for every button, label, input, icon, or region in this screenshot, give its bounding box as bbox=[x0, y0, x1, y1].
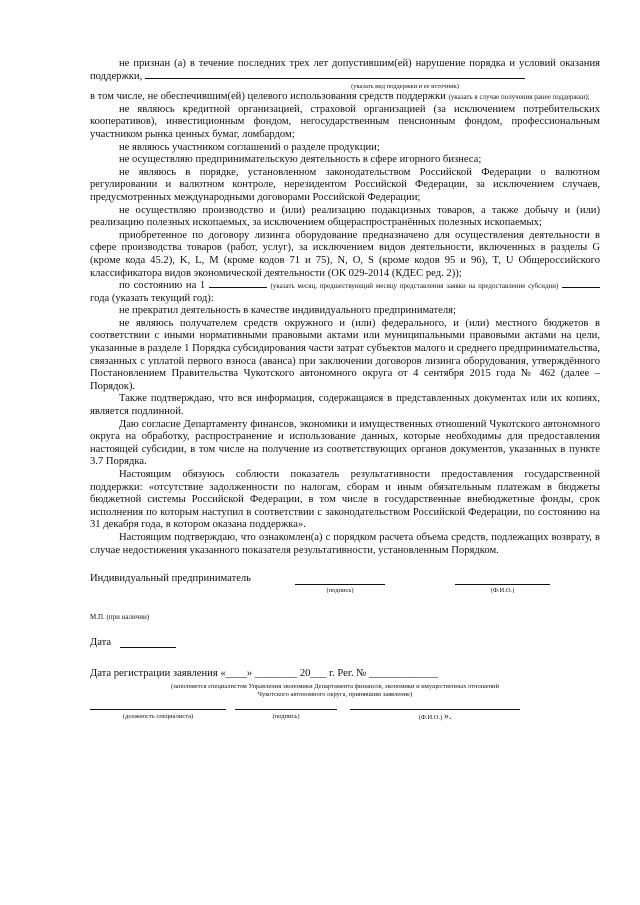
paragraph-support-violation bbox=[90, 58, 600, 83]
paragraph-target-use: в том числе, не обеспечившим(ей) целевого использования средств поддержки (указать в случае получения ранее поддержки); bbox=[90, 91, 590, 103]
registration-caption-2: Чукотского автономного округа, принявшим заявление) bbox=[257, 690, 413, 698]
registration-caption-1: (заполняется специалистом Управления экономики Департамента финансов, экономики и имущественных отношений bbox=[170, 682, 500, 690]
paragraph-as-of-date: по состоянию на 1 (указать месяц, предшествующий месяцу представления заявки на предоставление субсидии) года (указать текущий год): bbox=[90, 280, 600, 305]
registration-line: Дата регистрации заявления «____» ________ 20___ г. Рег. № _____________ bbox=[90, 668, 438, 680]
paragraph-budget: не являюсь получателем средств окружного и (или) федерального, и (или) местного бюджетов в соответствии с иными нормативными правовыми актами или муниципальными правовыми актами на цели, указанные в разделе 1 Порядка субсидирования части затрат субъектов малого и среднего предпринимательства, связанных с уплатой первого взноса (аванса) при заключении договоров лизинга оборудования, утверждённого Постановлением Правительства Чукотского автономного округа от 4 сентября 2015 года № 462 (далее – Порядок). bbox=[90, 317, 600, 392]
paragraph-gambling: не осуществляю предпринимательскую деятельность в сфере игорного бизнеса; bbox=[119, 154, 482, 166]
specialist-signature-caption: (подпись) bbox=[272, 712, 300, 720]
paragraph-excise: не осуществляю производство и (или) реализацию подакцизных товаров, а также добычу и (или) реализацию полезных ископаемых, за исключением общераспространённых полезных ископаемых; bbox=[90, 204, 600, 229]
paragraph-acknowledgement: Настоящим подтверждаю, что ознакомлен(а) с порядком расчета объема средств, подлежащих возврату, в случае недостижения указанного показателя результативности, установленным Порядком. bbox=[90, 531, 600, 556]
paragraph-leasing: приобретенное по договору лизинга оборудование предназначено для осуществления деятельности в сфере производства товаров (работ, услуг), за исключением видов деятельности, включенных в разделы G (кроме кода 45.2), K, L, M (кроме кодов 71 и 75), N, O, S (кроме кодов 95 и 96), T, U Общероссийского классификатора видов экономической деятельности (ОК 029-2014 (КДЕС ред. 2)); bbox=[90, 229, 600, 279]
specialist-name-field[interactable] bbox=[350, 709, 520, 710]
specialist-name-caption: (Ф.И.О.) ». bbox=[418, 710, 452, 722]
signature-block bbox=[90, 573, 600, 597]
signature-field[interactable] bbox=[295, 584, 385, 585]
month-field[interactable] bbox=[209, 287, 267, 288]
paragraph-obligation: Настоящим обязуюсь соблюсти показатель результативности предоставления государственной поддержки: «отсутствие задолженности по налогам, сборам и иным обязательным платежам в бюджеты бюджетной системы Российской Федерации, в том числе в государственные внебюджетные фонды, срок исполнения по которым наступил в соответствии с законодательством Российской Федерации, по состоянию на 31 декабря года, в котором оказана поддержка». bbox=[90, 469, 600, 531]
entrepreneur-label: Индивидуальный предприниматель bbox=[90, 573, 252, 585]
full-name-caption: (Ф.И.О.) bbox=[490, 587, 515, 595]
paragraph-psa: не являюсь участником соглашений о разделе продукции; bbox=[119, 141, 380, 153]
year-field[interactable] bbox=[562, 287, 600, 288]
position-caption: (должность специалиста) bbox=[122, 712, 194, 720]
support-type-field[interactable] bbox=[145, 78, 525, 79]
paragraph-credit-org: не являюсь кредитной организацией, страховой организацией (за исключением потребительских кооперативов), инвестиционным фондом, негосударственным пенсионным фондом, профессиональным участником рынка ценных бумаг, ломбардом; bbox=[90, 103, 600, 140]
specialist-position-field[interactable] bbox=[90, 709, 226, 710]
stamp-note: М.П. (при наличии) bbox=[90, 613, 150, 622]
signature-caption: (подпись) bbox=[326, 587, 354, 595]
support-type-caption: (указать вид поддержки и ее источник) bbox=[351, 83, 459, 91]
paragraph-consent: Даю согласие Департаменту финансов, экономики и имущественных отношений Чукотского автономного округа на обработку, распространение и использование данных, которые необходимы для предоставления настоящей субсидии, в том числе на получение из соответствующих органов документов, указанных в пункте 3.7 Порядка. bbox=[90, 418, 600, 468]
text: не признан (а) в течение последних трех лет допустившим(ей) нарушение порядка и условий оказания поддержки, bbox=[90, 58, 600, 82]
full-name-field[interactable] bbox=[455, 584, 550, 585]
date-row bbox=[90, 637, 600, 650]
date-field[interactable] bbox=[120, 647, 176, 648]
paragraph-nonresident: не являюсь в порядке, установленном законодательством Российской Федерации о валютном регулировании и валютном контроле, нерезидентом Российской Федерации, за исключением случаев, предусмотренных международными договорами Российской Федерации; bbox=[90, 166, 600, 203]
paragraph-activity: не прекратил деятельность в качестве индивидуального предпринимателя; bbox=[119, 305, 456, 317]
specialist-signature-block bbox=[90, 703, 600, 731]
specialist-signature-field[interactable] bbox=[235, 709, 337, 710]
date-label: Дата bbox=[90, 637, 112, 649]
paragraph-authenticity: Также подтверждаю, что вся информация, содержащаяся в представленных документах или их копиях, является подлинной. bbox=[90, 393, 600, 418]
